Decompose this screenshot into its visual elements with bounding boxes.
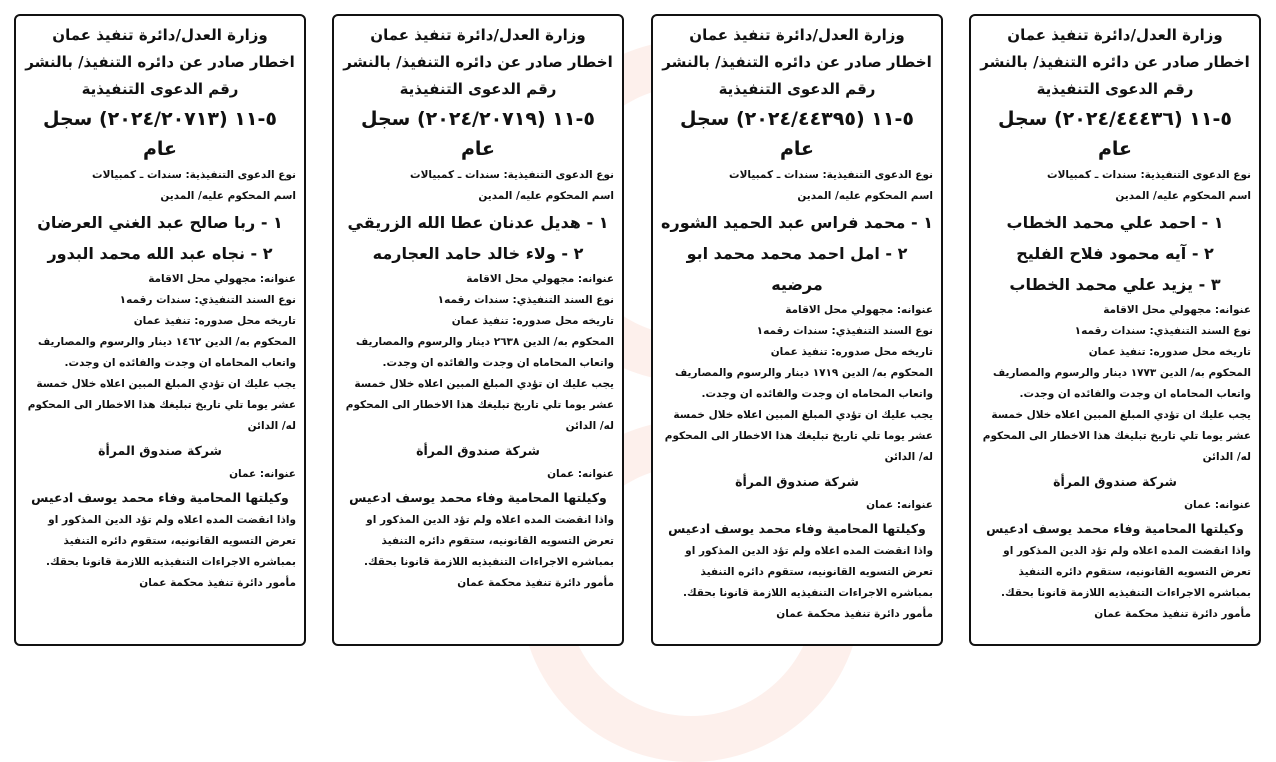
warning-text: واذا انقضت المده اعلاه ولم تؤد الدين المذكور او تعرض التسويه القانونيه، ستقوم دائره التنفيذ بمباشره الاجراءات التنفيذيه اللازمة قانونا بحقك.	[1000, 545, 1251, 599]
creditor-name: شركة صندوق المرأة	[98, 443, 222, 458]
agent-name: وكيلتها المحامية وفاء محمد يوسف ادعيس	[986, 521, 1244, 536]
notice-card	[332, 14, 624, 646]
deed-date: تاريخه محل صدوره: تنفيذ عمان	[1088, 346, 1251, 358]
case-type: نوع الدعوى التنفيذية: سندات ـ كمبيالات	[410, 169, 614, 181]
creditor-name: شركة صندوق المرأة	[1053, 474, 1177, 489]
debtor-address: عنوانه: مجهولي محل الاقامة	[1103, 304, 1251, 316]
debtor-label: اسم المحكوم عليه/ المدين	[478, 190, 614, 202]
debtor-name: ٢ - امل احمد محمد محمد ابو مرضيه	[686, 244, 908, 294]
warning-text: واذا انقضت المده اعلاه ولم تؤد الدين المذكور او تعرض التسويه القانونيه، ستقوم دائره التنفيذ بمباشره الاجراءات التنفيذيه اللازمة قانونا بحقك.	[682, 545, 933, 599]
debtor-name: ٢ - آيه محمود فلاح الفليح	[1016, 244, 1214, 263]
judgment-text: المحكوم به/ الدين ٢٦٣٨ دينار والرسوم والمصاريف واتعاب المحاماه ان وجدت والفائده ان وجدت.	[356, 336, 614, 369]
case-number: ٥-١١ (٢٠٢٤/٤٤٤٣٦) سجل عام	[998, 108, 1232, 160]
deed-date: تاريخه محل صدوره: تنفيذ عمان	[451, 315, 614, 327]
debtor-name: ١ - محمد فراس عبد الحميد الشوره	[661, 213, 933, 232]
notice-subtitle: اخطار صادر عن دائره التنفيذ/ بالنشر	[980, 53, 1250, 71]
deed-date: تاريخه محل صدوره: تنفيذ عمان	[770, 346, 933, 358]
payment-text: يجب عليك ان تؤدي المبلغ المبين اعلاه خلال خمسة عشر يوما تلي تاريخ تبليغك هذا الاخطار الى المحكوم له/ الدائن	[27, 378, 296, 432]
case-number: ٥-١١ (٢٠٢٤/٤٤٣٩٥) سجل عام	[680, 108, 914, 160]
creditor-address: عنوانه: عمان	[229, 468, 296, 480]
notice-subtitle: اخطار صادر عن دائره التنفيذ/ بالنشر	[343, 53, 613, 71]
debtor-name: ٢ - نجاه عبد الله محمد البدور	[47, 244, 273, 263]
case-number: ٥-١١ (٢٠٢٤/٢٠٧١٣) سجل عام	[43, 108, 277, 160]
case-type: نوع الدعوى التنفيذية: سندات ـ كمبيالات	[729, 169, 933, 181]
creditor-address: عنوانه: عمان	[1184, 499, 1251, 511]
debtor-label: اسم المحكوم عليه/ المدين	[1115, 190, 1251, 202]
signature: مأمور دائرة تنفيذ محكمة عمان	[139, 577, 296, 589]
case-number: ٥-١١ (٢٠٢٤/٢٠٧١٩) سجل عام	[361, 108, 595, 160]
warning-text: واذا انقضت المده اعلاه ولم تؤد الدين المذكور او تعرض التسويه القانونيه، ستقوم دائره التنفيذ بمباشره الاجراءات التنفيذيه اللازمة قانونا بحقك.	[45, 514, 296, 568]
debtor-label: اسم المحكوم عليه/ المدين	[797, 190, 933, 202]
debtor-name: ١ - هديل عدنان عطا الله الزريقي	[347, 213, 609, 232]
case-label: رقم الدعوى التنفيذية	[399, 80, 557, 98]
judgment-text: المحكوم به/ الدين ١٧٧٣ دينار والرسوم والمصاريف واتعاب المحاماه ان وجدت والفائده ان وجدت.	[993, 367, 1251, 400]
judgment-text: المحكوم به/ الدين ١٤٦٢ دينار والرسوم والمصاريف واتعاب المحاماه ان وجدت والفائده ان وجدت.	[38, 336, 296, 369]
deed-type: نوع السند التنفيذي: سندات رقمه١	[1074, 325, 1251, 337]
deed-type: نوع السند التنفيذي: سندات رقمه١	[119, 294, 296, 306]
debtor-label: اسم المحكوم عليه/ المدين	[160, 190, 296, 202]
judgment-text: المحكوم به/ الدين ١٧١٩ دينار والرسوم والمصاريف واتعاب المحاماه ان وجدت والفائده ان وجدت.	[675, 367, 933, 400]
payment-text: يجب عليك ان تؤدي المبلغ المبين اعلاه خلال خمسة عشر يوما تلي تاريخ تبليغك هذا الاخطار الى المحكوم له/ الدائن	[345, 378, 614, 432]
signature: مأمور دائرة تنفيذ محكمة عمان	[776, 608, 933, 620]
notice-subtitle: اخطار صادر عن دائره التنفيذ/ بالنشر	[25, 53, 295, 71]
debtor-name: ١ - ربا صالح عبد الغني العرضان	[37, 213, 283, 232]
deed-date: تاريخه محل صدوره: تنفيذ عمان	[133, 315, 296, 327]
notice-subtitle: اخطار صادر عن دائره التنفيذ/ بالنشر	[662, 53, 932, 71]
creditor-address: عنوانه: عمان	[866, 499, 933, 511]
ministry-title: وزارة العدل/دائرة تنفيذ عمان	[52, 26, 268, 44]
case-label: رقم الدعوى التنفيذية	[718, 80, 876, 98]
debtor-address: عنوانه: مجهولي محل الاقامة	[785, 304, 933, 316]
deed-type: نوع السند التنفيذي: سندات رقمه١	[437, 294, 614, 306]
warning-text: واذا انقضت المده اعلاه ولم تؤد الدين المذكور او تعرض التسويه القانونيه، ستقوم دائره التنفيذ بمباشره الاجراءات التنفيذيه اللازمة قانونا بحقك.	[363, 514, 614, 568]
creditor-name: شركة صندوق المرأة	[416, 443, 540, 458]
case-type: نوع الدعوى التنفيذية: سندات ـ كمبيالات	[92, 169, 296, 181]
ministry-title: وزارة العدل/دائرة تنفيذ عمان	[370, 26, 586, 44]
notice-card	[14, 14, 306, 646]
ministry-title: وزارة العدل/دائرة تنفيذ عمان	[689, 26, 905, 44]
notice-card	[651, 14, 943, 646]
payment-text: يجب عليك ان تؤدي المبلغ المبين اعلاه خلال خمسة عشر يوما تلي تاريخ تبليغك هذا الاخطار الى المحكوم له/ الدائن	[982, 409, 1251, 463]
debtor-name: ٣ - يزيد علي محمد الخطاب	[1009, 275, 1221, 294]
debtor-name: ١ - احمد علي محمد الخطاب	[1006, 213, 1224, 232]
deed-type: نوع السند التنفيذي: سندات رقمه١	[756, 325, 933, 337]
payment-text: يجب عليك ان تؤدي المبلغ المبين اعلاه خلال خمسة عشر يوما تلي تاريخ تبليغك هذا الاخطار الى المحكوم له/ الدائن	[664, 409, 933, 463]
case-type: نوع الدعوى التنفيذية: سندات ـ كمبيالات	[1047, 169, 1251, 181]
creditor-name: شركة صندوق المرأة	[735, 474, 859, 489]
case-label: رقم الدعوى التنفيذية	[81, 80, 239, 98]
debtor-name: ٢ - ولاء خالد حامد العجارمه	[372, 244, 584, 263]
agent-name: وكيلتها المحامية وفاء محمد يوسف ادعيس	[31, 490, 289, 505]
signature: مأمور دائرة تنفيذ محكمة عمان	[1094, 608, 1251, 620]
agent-name: وكيلتها المحامية وفاء محمد يوسف ادعيس	[349, 490, 607, 505]
signature: مأمور دائرة تنفيذ محكمة عمان	[457, 577, 614, 589]
notice-card	[969, 14, 1261, 646]
agent-name: وكيلتها المحامية وفاء محمد يوسف ادعيس	[668, 521, 926, 536]
ministry-title: وزارة العدل/دائرة تنفيذ عمان	[1007, 26, 1223, 44]
debtor-address: عنوانه: مجهولي محل الاقامة	[466, 273, 614, 285]
case-label: رقم الدعوى التنفيذية	[1036, 80, 1194, 98]
creditor-address: عنوانه: عمان	[547, 468, 614, 480]
debtor-address: عنوانه: مجهولي محل الاقامة	[148, 273, 296, 285]
